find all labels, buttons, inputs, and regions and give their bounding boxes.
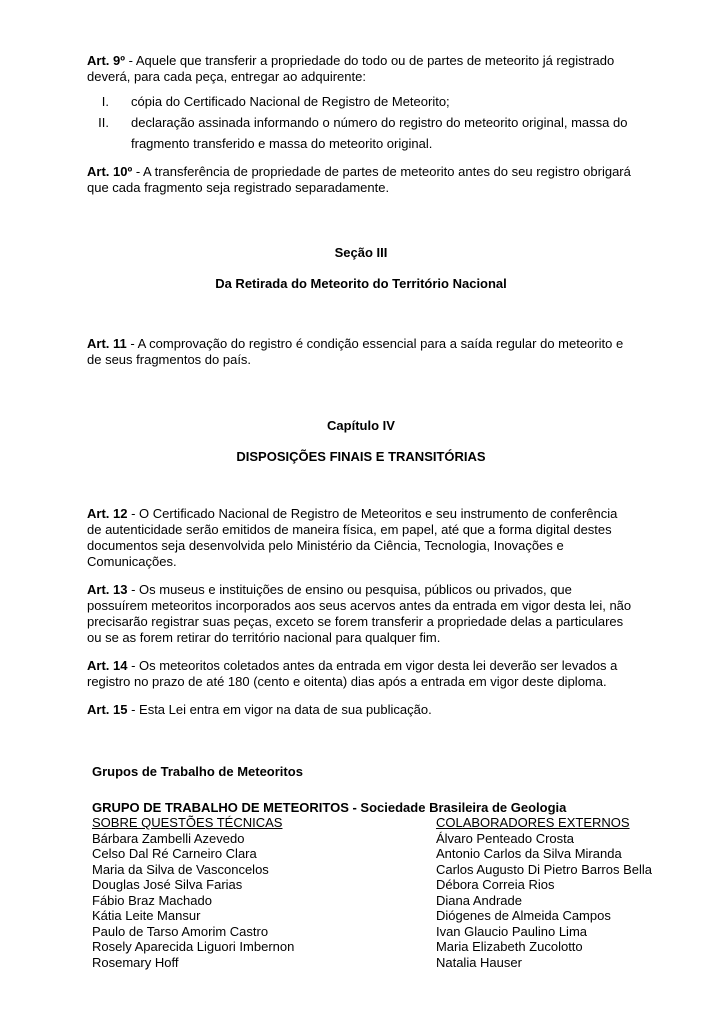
list-item bbox=[87, 112, 635, 154]
article-9 bbox=[87, 53, 635, 85]
list-item: Maria Elizabeth Zucolotto bbox=[435, 939, 583, 954]
article-12-text: - O Certificado Nacional de Registro de Meteoritos e seu instrumento de conferência de autenticidade serão emitidos de maneira física, em papel, até que a forma digital destes documentos seja desenvolvida pelo Ministério da Ciência, Tecnologia, Inovações e Comunicações. bbox=[87, 506, 618, 569]
list-item-text: cópia do Certificado Nacional de Registro de Meteorito; bbox=[131, 94, 450, 109]
list-item: Natalia Hauser bbox=[435, 954, 522, 970]
list-item-number: I. bbox=[101, 94, 109, 109]
article-15-label: Art. 15 bbox=[87, 702, 128, 717]
article-14 bbox=[87, 658, 635, 690]
list-item: Diana Andrade bbox=[435, 892, 522, 908]
groups-subtitle: GRUPO DE TRABALHO DE METEORITOS - Sociedade Brasileira de Geologia bbox=[92, 800, 567, 815]
list-item: Kátia Leite Mansur bbox=[92, 908, 201, 923]
article-12-label: Art. 12 bbox=[87, 506, 128, 521]
list-item: Douglas José Silva Farias bbox=[92, 877, 243, 892]
groups-title: Grupos de Trabalho de Meteoritos bbox=[92, 764, 303, 779]
article-11 bbox=[87, 336, 635, 368]
technical-header: SOBRE QUESTÕES TÉCNICAS bbox=[92, 815, 283, 830]
chapter-title: Capítulo IV bbox=[327, 418, 395, 433]
article-11-label: Art. 11 bbox=[87, 336, 127, 351]
article-14-text: - Os meteoritos coletados antes da entrada em vigor desta lei deverão ser levados a registro no prazo de até 180 (cento e oitenta) dias após a entrada em vigor deste diploma. bbox=[87, 658, 618, 689]
external-header: COLABORADORES EXTERNOS bbox=[435, 815, 630, 830]
article-10-label: Art. 10º bbox=[87, 164, 133, 179]
list-item: Diógenes de Almeida Campos bbox=[435, 908, 611, 923]
article-13 bbox=[87, 582, 635, 646]
list-item: Bárbara Zambelli Azevedo bbox=[92, 830, 245, 846]
list-item bbox=[87, 91, 635, 112]
article-11-text: - A comprovação do registro é condição essencial para a saída regular do meteorito e de seus fragmentos do país. bbox=[87, 336, 624, 367]
list-item: Álvaro Penteado Crosta bbox=[435, 830, 574, 846]
article-13-text: - Os museus e instituições de ensino ou pesquisa, públicos ou privados, que possuírem meteoritos incorporados aos seus acervos antes da entrada em vigor desta lei, não precisarão registrar suas peças, exceto se forem transferir a propriedade delas a particulares ou se as forem retirar do território nacional para qualquer fim. bbox=[87, 582, 632, 645]
article-9-text: - Aquele que transferir a propriedade do todo ou de partes de meteorito já registrado deverá, para cada peça, entregar ao adquirente: bbox=[87, 53, 615, 84]
list-item: Rosely Aparecida Liguori Imbernon bbox=[92, 939, 295, 954]
section-subtitle: Da Retirada do Meteorito do Território Nacional bbox=[215, 276, 507, 291]
groups-columns bbox=[92, 815, 652, 970]
chapter-subtitle: DISPOSIÇÕES FINAIS E TRANSITÓRIAS bbox=[236, 449, 486, 464]
list-item-number: II. bbox=[98, 115, 109, 130]
article-14-label: Art. 14 bbox=[87, 658, 128, 673]
list-item: Paulo de Tarso Amorim Castro bbox=[92, 923, 269, 939]
article-9-label: Art. 9º bbox=[87, 53, 125, 68]
article-15-text: - Esta Lei entra em vigor na data de sua publicação. bbox=[127, 702, 432, 717]
article-12 bbox=[87, 506, 635, 570]
document-body bbox=[87, 53, 635, 718]
list-item-text: declaração assinada informando o número do registro do meteorito original, massa do fragmento transferido e massa do meteorito original. bbox=[131, 115, 628, 151]
article-9-list bbox=[87, 91, 635, 154]
working-groups bbox=[92, 764, 652, 970]
external-column bbox=[436, 815, 652, 970]
article-13-label: Art. 13 bbox=[87, 582, 128, 597]
article-10-text: - A transferência de propriedade de partes de meteorito antes do seu registro obrigará que cada fragmento seja registrado separadamente. bbox=[87, 164, 631, 195]
technical-column bbox=[92, 815, 436, 970]
list-item: Celso Dal Ré Carneiro Clara bbox=[92, 846, 257, 861]
section-title: Seção III bbox=[334, 245, 388, 260]
list-item: Rosemary Hoff bbox=[92, 954, 179, 970]
article-10 bbox=[87, 164, 635, 196]
list-item: Ivan Glaucio Paulino Lima bbox=[435, 923, 587, 939]
list-item: Débora Correia Rios bbox=[435, 877, 555, 892]
list-item: Antonio Carlos da Silva Miranda bbox=[435, 846, 622, 861]
article-15 bbox=[87, 702, 635, 718]
list-item: Fábio Braz Machado bbox=[92, 892, 212, 908]
list-item: Maria da Silva de Vasconcelos bbox=[92, 861, 269, 877]
list-item: Carlos Augusto Di Pietro Barros Bella bbox=[435, 861, 653, 877]
